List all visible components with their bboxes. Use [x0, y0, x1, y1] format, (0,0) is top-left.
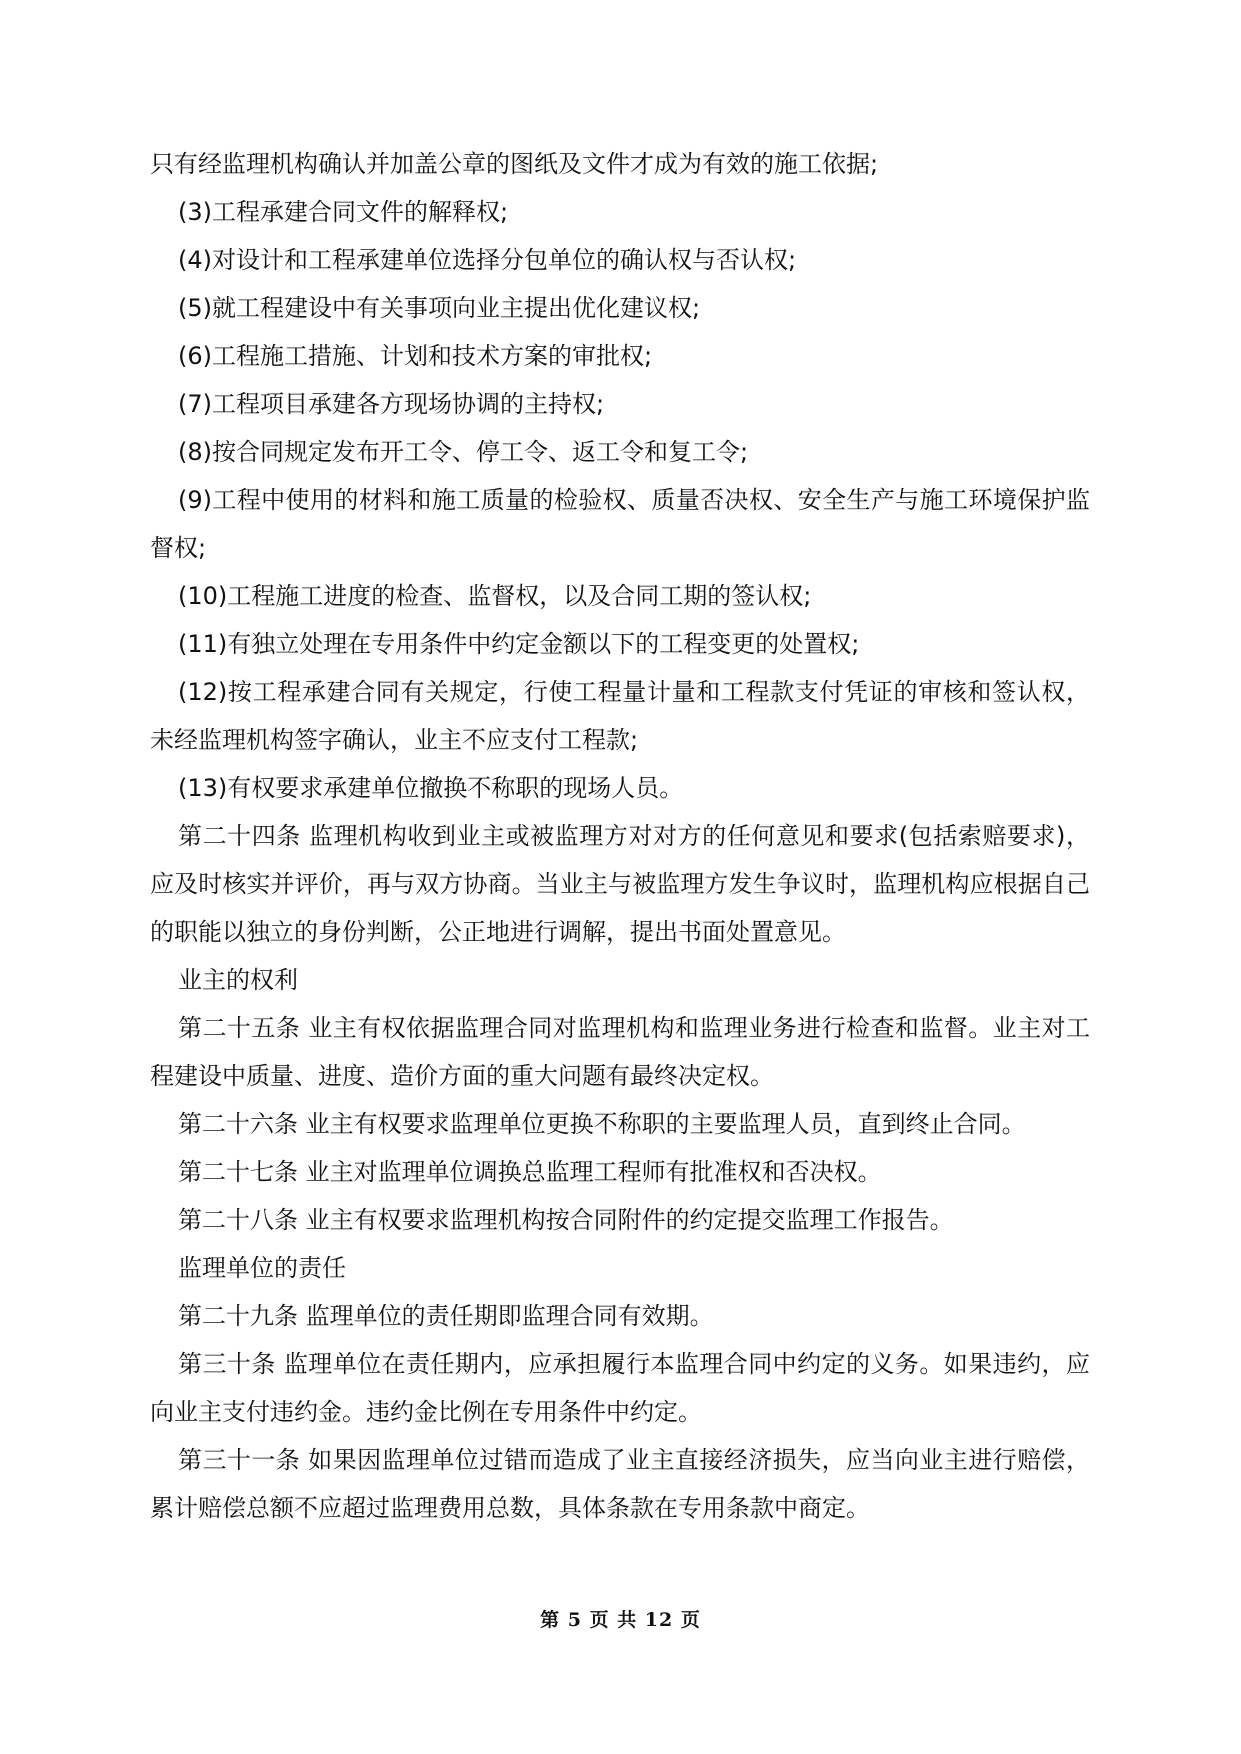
paragraph: 第二十五条 业主有权依据监理合同对监理机构和监理业务进行检查和监督。业主对工程建设中质量、进度、造价方面的重大问题有最终决定权。 — [150, 1014, 1090, 1090]
paragraph: 第三十条 监理单位在责任期内，应承担履行本监理合同中约定的义务。如果违约，应向业主支付违约金。违约金比例在专用条件中约定。 — [150, 1350, 1090, 1426]
paragraph: 业主的权利 — [178, 966, 298, 994]
paragraph: (8)按合同规定发布开工令、停工令、返工令和复工令; — [178, 438, 749, 466]
paragraph: (7)工程项目承建各方现场协调的主持权; — [178, 390, 605, 418]
page-number-footer: 第 5 页 共 12 页 — [540, 1609, 701, 1631]
paragraph: 第二十四条 监理机构收到业主或被监理方对对方的任何意见和要求(包括索赔要求)，应及时核实并评价，再与双方协商。当业主与被监理方发生争议时，监理机构应根据自己的职能以独立的身份判断，公正地进行调解，提出书面处置意见。 — [150, 822, 1090, 946]
paragraph: (3)工程承建合同文件的解释权; — [178, 198, 509, 226]
paragraph: (10)工程施工进度的检查、监督权，以及合同工期的签认权; — [178, 582, 812, 610]
document-body — [150, 140, 1090, 1532]
paragraph: 第三十一条 如果因监理单位过错而造成了业主直接经济损失，应当向业主进行赔偿，累计赔偿总额不应超过监理费用总数，具体条款在专用条款中商定。 — [150, 1446, 1090, 1522]
paragraph: (9)工程中使用的材料和施工质量的检验权、质量否决权、安全生产与施工环境保护监督权; — [150, 486, 1090, 562]
paragraph: 监理单位的责任 — [178, 1254, 346, 1282]
paragraph: (12)按工程承建合同有关规定，行使工程量计量和工程款支付凭证的审核和签认权，未经监理机构签字确认，业主不应支付工程款; — [150, 678, 1090, 754]
paragraph: (13)有权要求承建单位撤换不称职的现场人员。 — [178, 774, 684, 802]
paragraph: (6)工程施工措施、计划和技术方案的审批权; — [178, 342, 653, 370]
paragraph: 第二十六条 业主有权要求监理单位更换不称职的主要监理人员，直到终止合同。 — [178, 1110, 1026, 1138]
paragraph: (4)对设计和工程承建单位选择分包单位的确认权与否认权; — [178, 246, 797, 274]
paragraph: 只有经监理机构确认并加盖公章的图纸及文件才成为有效的施工依据; — [150, 150, 879, 178]
paragraph: 第二十八条 业主有权要求监理机构按合同附件的约定提交监理工作报告。 — [178, 1206, 954, 1234]
paragraph: (5)就工程建设中有关事项向业主提出优化建议权; — [178, 294, 701, 322]
paragraph: 第二十九条 监理单位的责任期即监理合同有效期。 — [178, 1302, 714, 1330]
paragraph: (11)有独立处理在专用条件中约定金额以下的工程变更的处置权; — [178, 630, 860, 658]
paragraph: 第二十七条 业主对监理单位调换总监理工程师有批准权和否决权。 — [178, 1158, 882, 1186]
